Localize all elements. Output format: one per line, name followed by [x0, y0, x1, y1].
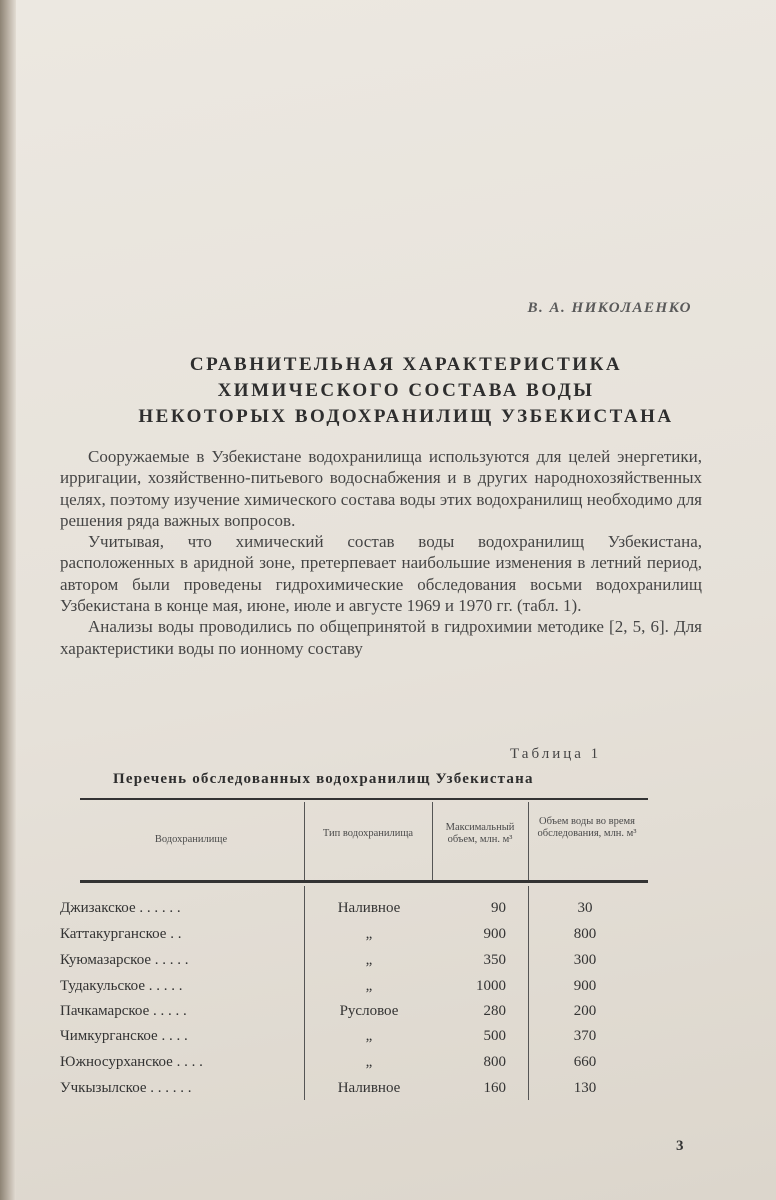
page-edge-shadow — [0, 0, 16, 1200]
table-row — [16, 1028, 776, 1050]
reservoir-name: Южносурханское . . . . — [60, 1054, 203, 1070]
table-row — [16, 978, 776, 1000]
article-title — [76, 352, 736, 430]
article-body — [60, 446, 702, 659]
title-line: СРАВНИТЕЛЬНАЯ ХАРАКТЕРИСТИКА — [189, 354, 623, 375]
author-name: В. А. НИКОЛАЕНКО — [527, 300, 692, 316]
book-page — [16, 0, 776, 1200]
reservoir-type: „ — [365, 952, 373, 968]
reservoir-type: „ — [365, 978, 373, 994]
reservoir-name: Каттакурганское . . — [60, 926, 182, 942]
reservoir-type: Русловое — [339, 1003, 399, 1019]
max-volume: 1000 — [476, 978, 506, 994]
title-line: ХИМИЧЕСКОГО СОСТАВА ВОДЫ — [217, 380, 595, 401]
table-number: Таблица 1 — [510, 746, 602, 762]
paragraph: Сооружаемые в Узбекистане водохранилища используются для целей энергетики, ирригации, хозяйственно-питьевого водоснабжения и в других народнохозяйственных целях, поэтому изучение химического состава воды этих водохранилищ необходимо для решения ряда важных вопросов. — [60, 447, 702, 530]
reservoir-name: Тудакульское . . . . . — [60, 978, 183, 994]
max-volume: 900 — [483, 926, 506, 942]
max-volume: 500 — [483, 1028, 506, 1044]
survey-volume: 660 — [573, 1054, 597, 1070]
reservoir-type: Наливное — [337, 900, 401, 916]
table-top-rule — [80, 798, 648, 800]
max-volume: 350 — [483, 952, 506, 968]
table-header-rule — [80, 880, 648, 883]
header-type: Тип водохранилища — [322, 828, 414, 839]
survey-volume: 30 — [577, 900, 593, 916]
header-divider — [432, 802, 433, 880]
header-divider — [304, 802, 305, 880]
reservoir-name: Джизакское . . . . . . — [60, 900, 181, 916]
reservoir-name: Учкызылское . . . . . . — [60, 1080, 192, 1096]
table-row — [16, 952, 776, 974]
paragraph: Учитывая, что химический состав воды водохранилищ Узбекистана, расположенных в аридной зоне, претерпевает наибольшие изменения в летний период, автором были проведены гидрохимические обследования восьми водохранилищ Узбекистана в конце мая, июне, июле и августе 1969 и 1970 гг. (табл. 1). — [60, 532, 702, 616]
header-divider — [528, 802, 529, 880]
survey-volume: 200 — [573, 1003, 597, 1019]
reservoir-type: Наливное — [337, 1080, 401, 1096]
table-row — [16, 900, 776, 922]
table-caption: Перечень обследованных водохранилищ Узбекистана — [113, 771, 534, 787]
table-row — [16, 1080, 776, 1102]
survey-volume: 370 — [573, 1028, 597, 1044]
max-volume: 90 — [491, 900, 506, 916]
table-row — [16, 926, 776, 948]
survey-volume: 900 — [573, 978, 597, 994]
reservoir-name: Чимкурганское . . . . — [60, 1028, 188, 1044]
header-survey-volume: Объем воды во время обследования, млн. м³ — [537, 816, 637, 839]
table-row — [16, 1003, 776, 1025]
title-line: НЕКОТОРЫХ ВОДОХРАНИЛИЩ УЗБЕКИСТАНА — [138, 406, 674, 427]
max-volume: 280 — [483, 1003, 506, 1019]
survey-volume: 130 — [573, 1080, 597, 1096]
paragraph: Анализы воды проводились по общепринятой в гидрохимии методике [2, 5, 6]. Для характеристики воды по ионному составу — [60, 617, 702, 658]
header-reservoir: Водохранилище — [154, 834, 228, 845]
reservoir-type: „ — [365, 1054, 373, 1070]
page-number: 3 — [676, 1138, 684, 1154]
reservoir-name: Куюмазарское . . . . . — [60, 952, 189, 968]
survey-volume: 800 — [573, 926, 597, 942]
reservoir-type: „ — [365, 1028, 373, 1044]
survey-volume: 300 — [573, 952, 597, 968]
table-row — [16, 1054, 776, 1076]
max-volume: 160 — [483, 1080, 506, 1096]
reservoir-name: Пачкамарское . . . . . — [60, 1003, 187, 1019]
max-volume: 800 — [483, 1054, 506, 1070]
header-max-volume: Максимальный объем, млн. м³ — [445, 822, 515, 845]
reservoir-type: „ — [365, 926, 373, 942]
